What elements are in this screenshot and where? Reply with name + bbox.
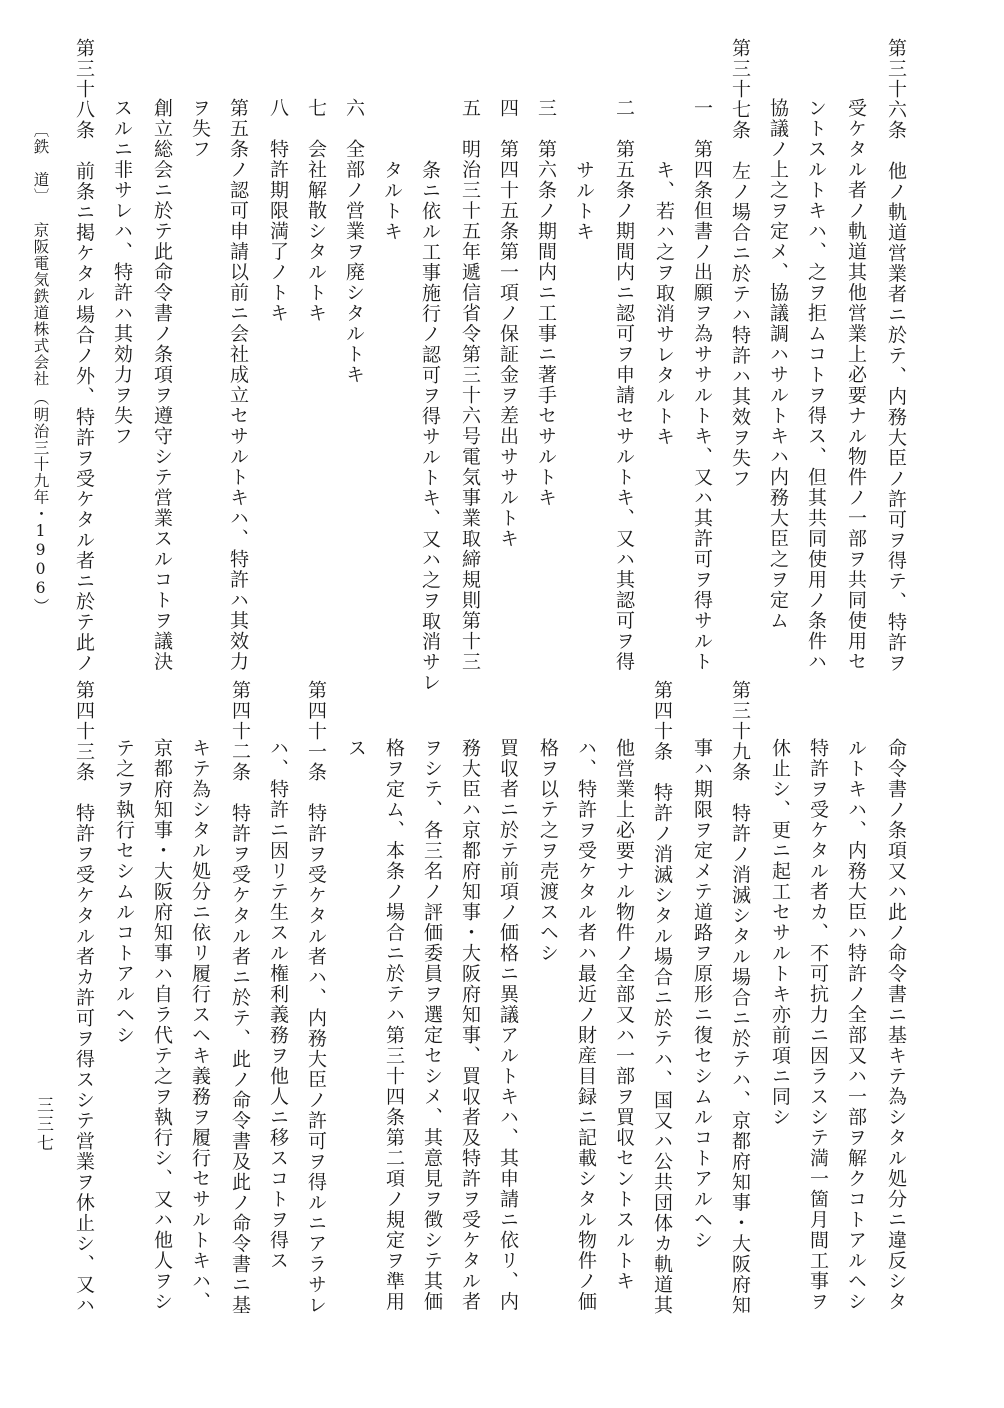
text-column: 格ヲ定ム、本条ノ場合ニ於テハ第三十四条第二項ノ規定ヲ準用 [383, 738, 405, 1312]
text-column: 買収者ニ於テ前項ノ価格ニ異議アルトキハ、其申請ニ依リ、内 [497, 738, 519, 1312]
text-column: 一 第四条但書ノ出願ヲ為ササルトキ、又ハ其許可ヲ得サルト [691, 98, 713, 672]
text-column: 京都府知事・大阪府知事ハ自ラ代テ之ヲ執行シ、又ハ他人ヲシ [151, 738, 173, 1312]
text-column: 協議ノ上之ヲ定メ、協議調ハサルトキハ内務大臣之ヲ定ム [767, 98, 789, 631]
text-column: タルトキ [381, 160, 403, 242]
text-column: 事ハ期限ヲ定メテ道路ヲ原形ニ復セシムルコトアルヘシ [691, 738, 713, 1251]
text-column: 他営業上必要ナル物件ノ全部又ハ一部ヲ買収セントスルトキ [613, 738, 635, 1292]
footer-company: 京阪電気鉄道株式会社 [31, 222, 50, 387]
text-column: 四 第四十五条第一項ノ保証金ヲ差出ササルトキ [497, 98, 519, 549]
text-column: 務大臣ハ京都府知事・大阪府知事、買収者及特許ヲ受ケタル者 [459, 738, 481, 1312]
text-column: ヲ失フ [189, 98, 211, 160]
text-column: 条ニ依ル工事施行ノ認可ヲ得サルトキ、又ハ之ヲ取消サレ [419, 160, 441, 693]
text-column: ヲシテ、各三名ノ評価委員ヲ選定セシメ、其意見ヲ徴シテ其価 [421, 738, 443, 1312]
text-column: 第三十六条 他ノ軌道営業者ニ於テ、内務大臣ノ許可ヲ得テ、特許ヲ [885, 38, 907, 674]
text-column: ハ、特許ニ因リテ生スル権利義務ヲ他人ニ移スコトヲ得ス [267, 738, 289, 1271]
text-column: テ之ヲ執行セシムルコトアルヘシ [113, 738, 135, 1046]
text-column: 休止シ、更ニ起工セサルトキ亦前項ニ同シ [769, 738, 791, 1128]
article-heading: 第四十三条 特許ヲ受ケタル者カ許可ヲ得スシテ営業ヲ休止シ、又ハ [73, 680, 95, 1316]
text-column: 五 明治三十五年遞信省令第三十六号電気事業取締規則第十三 [459, 98, 481, 672]
text-column: 八 特許期限満了ノトキ [267, 98, 289, 324]
text-column: 受ケタル者ノ軌道其他営業上必要ナル物件ノ一部ヲ共同使用セ [845, 98, 867, 672]
text-column: 格ヲ以テ之ヲ売渡スヘシ [537, 738, 559, 964]
article-heading: 第四十二条 特許ヲ受ケタル者ニ於テ、此ノ命令書及此ノ命令書ニ基 [229, 680, 251, 1316]
article-heading: 第三十七条 左ノ場合ニ於テハ特許ハ其效ヲ失フ [729, 38, 751, 489]
text-column: ントスルトキハ、之ヲ拒ムコトヲ得ス、但其共同使用ノ条件ハ [805, 98, 827, 672]
text-column: 創立総会ニ於テ此命令書ノ条項ヲ遵守シテ営業スルコトヲ議決 [151, 98, 173, 672]
text-column: サルトキ [573, 160, 595, 242]
page-number: 三三七 [33, 1096, 53, 1153]
text-column: 二 第五条ノ期間内ニ認可ヲ申請セサルトキ、又ハ其認可ヲ得 [613, 98, 635, 672]
text-column: キテ為シタル処分ニ依リ履行スヘキ義務ヲ履行セサルトキハ、 [189, 738, 211, 1312]
text-column: 六 全部ノ営業ヲ廃シタルトキ [343, 98, 365, 385]
text-column: 七 会社解散シタルトキ [305, 98, 327, 324]
text-column: 特許ヲ受ケタル者カ、不可抗力ニ因ラスシテ満一箇月間工事ヲ [807, 738, 829, 1312]
text-column: スルニ非サレハ、特許ハ其効力ヲ失フ [111, 98, 133, 447]
footer-era: （明治三十九年・1906） [31, 390, 50, 615]
footer-category: 〔鉄 道〕 [31, 122, 50, 205]
text-column: ルトキハ、内務大臣ハ特許ノ全部又ハ一部ヲ解クコトアルヘシ [845, 738, 867, 1312]
text-column: キ、若ハ之ヲ取消サレタルトキ [653, 160, 675, 447]
text-column: 三 第六条ノ期間内ニ工事ニ著手セサルトキ [535, 98, 557, 508]
text-column: 第五条ノ認可申請以前ニ会社成立セサルトキハ、特許ハ其效力 [227, 98, 249, 672]
article-heading: 第三十九条 特許ノ消滅シタル場合ニ於テハ、京都府知事・大阪府知 [729, 680, 751, 1316]
text-column: ハ、特許ヲ受ケタル者ハ最近ノ財産目録ニ記載シタル物件ノ価 [575, 738, 597, 1312]
article-heading: 第三十八条 前条ニ掲ケタル場合ノ外、特許ヲ受ケタル者ニ於テ此ノ [73, 38, 95, 674]
text-column: ス [345, 738, 367, 759]
text-column: 命令書ノ条項又ハ此ノ命令書ニ基キテ為シタル処分ニ違反シタ [885, 738, 907, 1312]
article-heading: 第四十一条 特許ヲ受ケタル者ハ、内務大臣ノ許可ヲ得ルニアラサレ [305, 680, 327, 1316]
article-heading: 第四十条 特許ノ消滅シタル場合ニ於テハ、国又ハ公共団体カ軌道其 [651, 680, 673, 1316]
